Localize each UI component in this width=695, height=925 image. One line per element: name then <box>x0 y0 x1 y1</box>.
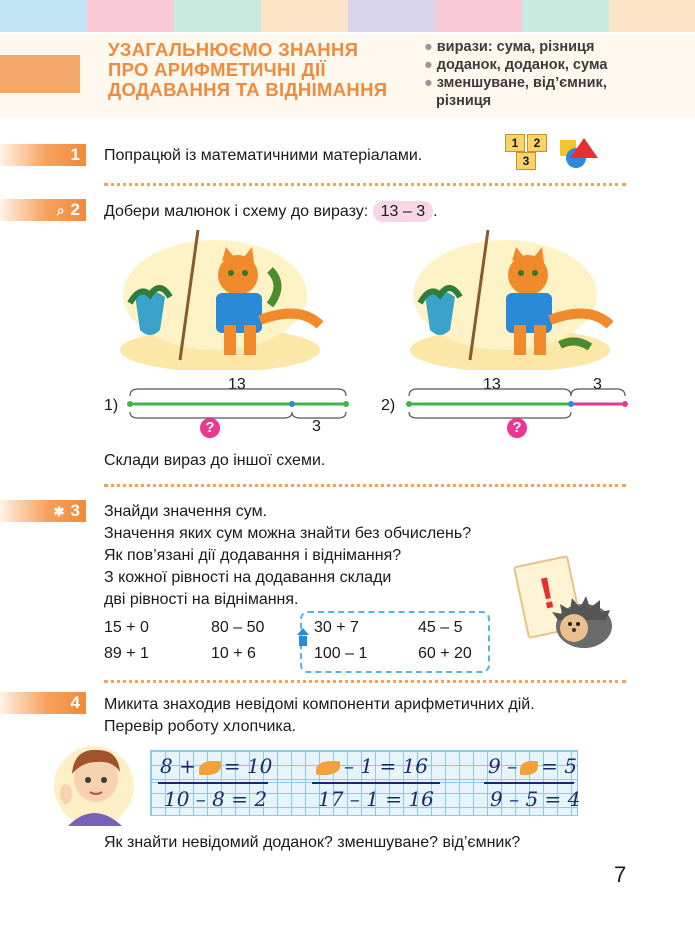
exclamation-icon: ! <box>535 568 560 620</box>
task-3-line: Як пов’язані дії додавання і віднімання? <box>104 547 402 564</box>
task-2-footer: Склади вираз до іншої схеми. <box>104 452 326 469</box>
lightbulb-icon: ✱ <box>53 504 65 519</box>
expression: 80 – 50 <box>211 619 265 636</box>
card-2: 2 <box>527 134 547 152</box>
header-strip-5 <box>348 0 435 32</box>
divider <box>104 183 626 186</box>
header-strip-7 <box>522 0 609 32</box>
scheme-1-total: 13 <box>228 376 246 393</box>
handwritten-equation: 8 + = 10 <box>160 754 273 778</box>
handwritten-equation: 10 – 8 = 2 <box>164 787 268 811</box>
task-1-text: Попрацюй із математичними матеріалами. <box>104 147 423 164</box>
expression: 10 + 6 <box>211 645 256 662</box>
task-2-text: Добери малюнок і схему до виразу: 13 – 3 . <box>104 203 438 220</box>
magnifier-icon: ⌕ <box>56 202 65 218</box>
header-strip-4 <box>261 0 348 32</box>
expression: 89 + 1 <box>104 645 149 662</box>
task-2-tab: ⌕ 2 <box>0 199 86 221</box>
keyword-item: ● доданок, доданок, сума <box>424 57 608 73</box>
page-number: 7 <box>614 862 627 887</box>
keyword-item: ● зменшуване, від’ємник, <box>424 75 607 91</box>
scheme-2-total: 13 <box>483 376 501 393</box>
page-title <box>108 40 408 100</box>
arrow-up-icon-base <box>299 636 307 646</box>
card-3: 3 <box>516 152 536 170</box>
expression: 100 – 1 <box>314 645 368 662</box>
task-4-line: Микита знаходив невідомі компоненти арифметичних дій. <box>104 696 535 713</box>
task-3-line: Значення яких сум можна знайти без обчислень? <box>104 525 472 542</box>
shapes-icon <box>558 136 600 170</box>
question-mark-badge: ? <box>200 418 220 438</box>
boy-illustration <box>52 738 138 826</box>
number-cards-icon <box>505 134 551 170</box>
header-strip-1 <box>0 0 87 32</box>
handwritten-equation: 9 – = 5 <box>488 754 577 778</box>
scheme-2-diagram <box>405 386 630 422</box>
handwritten-equation: – 1 = 16 <box>316 754 428 778</box>
expression: 60 + 20 <box>418 645 472 662</box>
header-strip-3 <box>174 0 261 32</box>
leaf-icon <box>316 761 340 775</box>
task-4-line: Перевір роботу хлопчика. <box>104 718 297 735</box>
keywords-list <box>424 38 607 110</box>
question-mark-badge: ? <box>507 418 527 438</box>
leaf-icon <box>520 761 538 775</box>
header-strip-8 <box>609 0 695 32</box>
title-line: ДОДАВАННЯ ТА ВІДНІМАННЯ <box>108 79 388 100</box>
cat-fishing-illustration-1 <box>120 225 325 370</box>
keyword-item: різниця <box>436 93 492 109</box>
cat-fishing-illustration-2 <box>410 225 615 370</box>
task-3-line: дві рівності на віднімання. <box>104 591 299 608</box>
expression-pill: 13 – 3 <box>373 201 433 222</box>
scheme-1-label: 1) <box>104 397 119 414</box>
handwritten-equation: 17 – 1 = 16 <box>318 787 434 811</box>
handwritten-equation: 9 – 5 = 4 <box>490 787 581 811</box>
expression: 15 + 0 <box>104 619 149 636</box>
task-3-line: Знайди значення сум. <box>104 503 268 520</box>
scheme-1-part: 3 <box>312 418 321 435</box>
expression: 30 + 7 <box>314 619 359 636</box>
title-line: УЗАГАЛЬНЮЄМО ЗНАННЯ <box>108 39 359 60</box>
scheme-2-part: 3 <box>593 376 602 393</box>
keyword-item: ● вирази: сума, різниця <box>424 39 595 55</box>
header-strip-2 <box>87 0 174 32</box>
title-line: ПРО АРИФМЕТИЧНІ ДІЇ <box>108 59 326 80</box>
header-strip-6 <box>435 0 522 32</box>
divider <box>104 484 626 487</box>
divider <box>104 680 626 683</box>
expression: 45 – 5 <box>418 619 463 636</box>
leaf-icon <box>199 761 221 775</box>
task-3-line: З кожної рівності на додавання склади <box>104 569 392 586</box>
hedgehog-illustration <box>548 590 616 650</box>
task-4-question: Як знайти невідомий доданок? зменшуване? від’ємник? <box>104 834 521 851</box>
header-orange-tab <box>0 55 80 93</box>
task-3-tab: ✱ 3 <box>0 500 86 522</box>
scheme-2-label: 2) <box>381 397 396 414</box>
task-1-tab: 1 <box>0 144 86 166</box>
task-4-tab: 4 <box>0 692 86 714</box>
arrow-up-icon <box>297 628 309 635</box>
card-1: 1 <box>505 134 525 152</box>
